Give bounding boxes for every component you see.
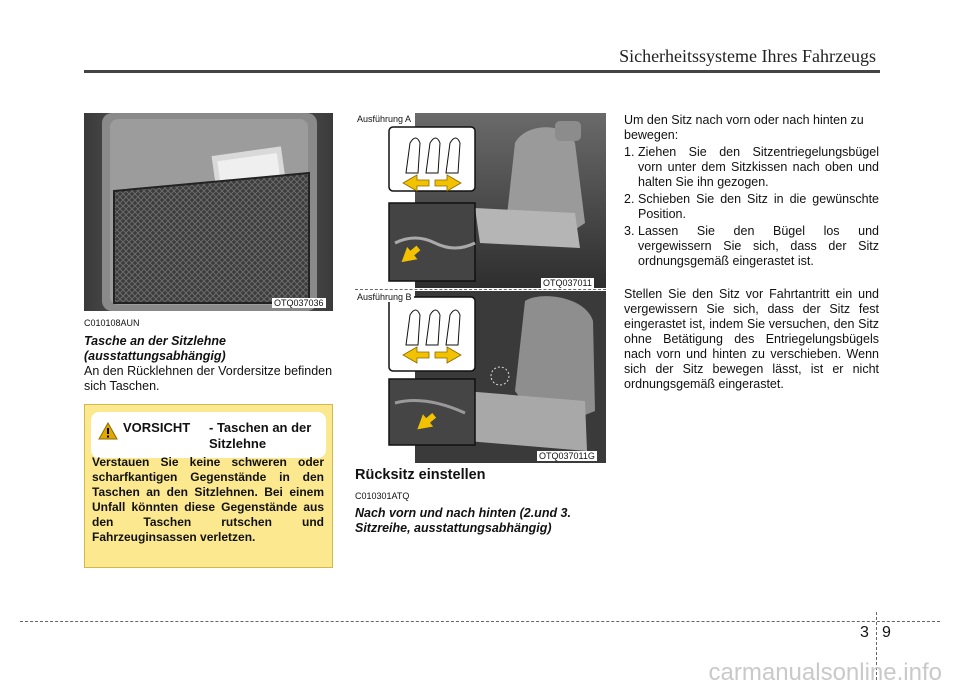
seat-photo-variant-a [355,113,606,288]
list-item [624,192,879,222]
section-title-rear-seat: Rücksitz einstellen [355,467,486,483]
variant-b-label: Ausführung B [357,292,412,302]
step-number: 1. [624,145,635,159]
caution-subtitle: - Taschen an der Sitzlehne [209,420,312,451]
section-code-middle: C010301ATQ [355,491,410,501]
caution-box [84,404,333,568]
warning-triangle-icon [98,422,118,440]
closing-text: Stellen Sie den Sitz vor Fahrtantritt ein und vergewissern Sie sich, dass der Sitz fest eingerastet ist, indem Sie versuchen, den Sitz ohne Betätigung des Entriegelungsbügels nach vorn und hinten zu verschieben. Wenn sich der Sitz bewegen lässt, ist er nicht ordnungsgemäß eingerastet. [624,287,879,391]
seat-photo-variant-b [355,291,606,463]
intro-text: Um den Sitz nach vorn oder nach hinten zu bewegen: [624,113,864,142]
caution-text: Verstauen Sie keine schweren oder scharfkantigen Gegenstände in den Taschen an den Sitzlehnen. Bei einem Unfall könnten diese Gegenstände aus den Taschen rutschen und Fahrzeuginsassen verletzen. [92,455,324,544]
photo-caption-otq037036: OTQ037036 [274,298,324,308]
caution-title: VORSICHT [123,420,191,435]
variant-a-label: Ausführung A [357,114,412,124]
photo-divider [355,289,606,290]
list-item [624,145,879,190]
watermark: carmanualsonline.info [708,659,942,686]
header-rule [84,70,880,73]
footer-rule [20,621,940,622]
seatback-pocket-photo [84,113,333,311]
seat-adjust-illustration-b [355,291,606,463]
subheading-rear-seat: Nach vorn und nach hinten (2.und 3. Sitzreihe, ausstattungsabhängig) [355,506,571,535]
body-seatback-pocket: An den Rücklehnen der Vordersitze befinden sich Taschen. [84,364,333,393]
step-text: Schieben Sie den Sitz in die gewünschte Position. [638,192,879,221]
step-number: 2. [624,192,635,206]
section-number: 3 [860,624,869,641]
steps-list [624,145,879,269]
page-header-title: Sicherheitssysteme Ihres Fahrzeugs [619,46,876,66]
page-number: 9 [882,624,891,641]
subheading-seatback-pocket: Tasche an der Sitzlehne (ausstattungsabhängig) [84,334,226,363]
photo-caption-otq037011g: OTQ037011G [539,451,595,461]
step-text: Lassen Sie den Bügel los und vergewissern Sie sich, dass der Sitz ordnungsgemäß eingerastet ist. [638,224,879,268]
seatback-pocket-illustration [84,113,333,311]
photo-caption-otq037011: OTQ037011 [543,278,592,288]
caution-header [91,412,326,458]
step-text: Ziehen Sie den Sitzentriegelungsbügel vorn unter dem Sitzkissen nach oben und halten Sie ihn gezogen. [638,145,879,189]
step-number: 3. [624,224,635,238]
seat-adjust-illustration-a [355,113,606,288]
section-code-left: C010108AUN [84,318,140,328]
list-item [624,224,879,269]
